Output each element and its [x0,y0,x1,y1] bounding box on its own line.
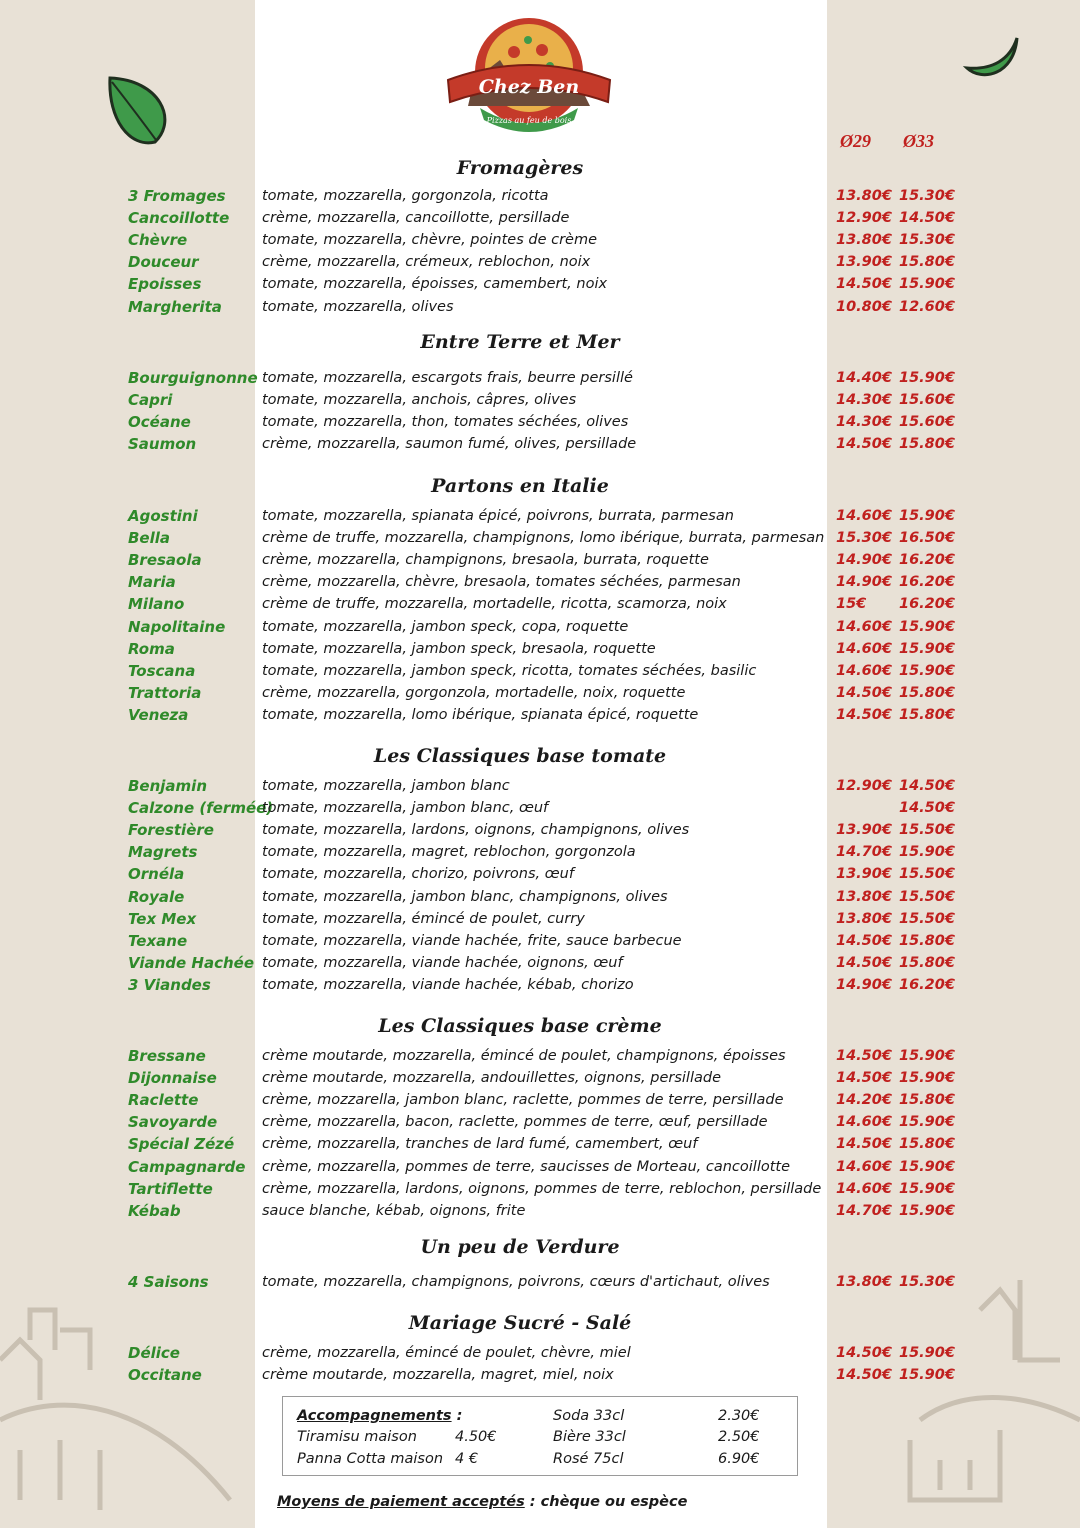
menu-item-ingredients: tomate, mozzarella, jambon blanc, œuf [262,800,549,817]
menu-item-ingredients: crème, mozzarella, crémeux, reblochon, noix [262,254,591,271]
menu-item-price-large: 15.90€ [899,1367,955,1384]
menu-item-name: Chèvre [128,231,188,250]
menu-item-price-large: 15.90€ [899,1345,955,1361]
menu-item-name: Bourguignonne [128,369,258,387]
menu-item-price-large: 15.90€ [899,370,955,386]
menu-item-price-large: 14.50€ [899,210,955,227]
menu-item-name: Savoyarde [128,1113,218,1132]
menu-item-price-small: 14.50€ [836,1345,892,1361]
menu-item-price-small: 14.30€ [836,392,892,409]
menu-item [0,775,1080,797]
menu-item-price-large: 15.80€ [899,254,955,271]
menu-item-ingredients: crème, mozzarella, gorgonzola, mortadelle, noix, roquette [262,684,686,701]
menu-item-price-large: 15.90€ [899,1070,955,1087]
menu-item-name: Maria [128,573,176,592]
menu-item-ingredients: tomate, mozzarella, jambon blanc, champignons, olives [262,888,668,905]
menu-item-price-small: 14.60€ [836,1158,892,1175]
menu-item-ingredients: tomate, mozzarella, chorizo, poivrons, œuf [262,866,574,883]
menu-item [0,1156,1080,1178]
menu-item-price-small: 14.50€ [836,954,892,971]
menu-item-price-small: 13.80€ [836,1274,892,1290]
menu-item-ingredients: crème, mozzarella, champignons, bresaola, burrata, roquette [262,552,709,569]
menu-item-price-large: 15.90€ [899,276,955,293]
menu-item [0,908,1080,930]
menu-item-price-large: 15.90€ [899,1114,955,1131]
menu-item-ingredients: crème, mozzarella, pommes de terre, saucisses de Morteau, cancoillotte [262,1158,791,1175]
menu-item-price-large: 15.80€ [899,436,955,453]
menu-item-price-large: 16.50€ [899,530,955,547]
menu-item-price-small: 13.90€ [836,822,892,839]
menu-item-price-large: 15.80€ [899,706,955,723]
menu-item-ingredients: tomate, mozzarella, champignons, poivrons, cœurs d'artichaut, olives [262,1274,770,1290]
menu-item-price-small: 14.70€ [836,844,892,861]
menu-item-ingredients: tomate, mozzarella, jambon blanc [262,778,510,794]
menu-item-ingredients: crème, mozzarella, jambon blanc, raclette, pommes de terre, persillade [262,1092,784,1109]
menu-item-name: Bressane [128,1047,206,1065]
menu-item-ingredients: tomate, mozzarella, lomo ibérique, spianata épicé, roquette [262,706,699,723]
menu-item-price-small: 14.50€ [836,436,892,453]
section-title: Mariage Sucré - Salé [408,1312,632,1334]
dessert-price: 4 € [455,1451,479,1467]
section-title: Partons en Italie [431,475,609,497]
menu-item-price-large: 15.50€ [899,910,955,927]
menu-item-ingredients: tomate, mozzarella, viande hachée, kébab, chorizo [262,976,634,993]
menu-item-name: Cancoillotte [128,209,230,228]
menu-item-price-small: 10.80€ [836,298,892,315]
menu-item-price-small: 15.30€ [836,530,892,547]
menu-item-price-large: 15.30€ [899,1274,955,1290]
payment-label: Moyens de paiement acceptés [277,1494,525,1510]
extras-box [282,1396,798,1476]
menu-item-price-small: 14.60€ [836,1114,892,1131]
menu-item [0,863,1080,885]
menu-item [0,296,1080,318]
menu-item-price-large: 12.60€ [899,298,955,315]
menu-item-ingredients: tomate, mozzarella, viande hachée, oignons, œuf [262,954,623,971]
section-title: Les Classiques base tomate [373,745,667,767]
menu-item-name: Campagnarde [128,1157,246,1176]
menu-item-ingredients: crème moutarde, mozzarella, magret, miel, noix [262,1367,614,1384]
menu-item [0,1342,1080,1364]
extras-title-colon: : [456,1408,463,1424]
menu-item-ingredients: crème, mozzarella, tranches de lard fumé, camembert, œuf [262,1136,698,1153]
menu-item-ingredients: tomate, mozzarella, escargots frais, beurre persillé [262,370,633,386]
menu-item-price-small: 14.50€ [836,1136,892,1153]
menu-item-price-large: 16.20€ [899,574,955,591]
menu-item [0,273,1080,295]
menu-item-ingredients: crème de truffe, mozzarella, mortadelle, ricotta, scamorza, noix [262,596,727,613]
size-header-small: Ø29 [840,131,871,151]
menu-item-ingredients: tomate, mozzarella, jambon speck, bresaola, roquette [262,640,656,657]
menu-item [0,1045,1080,1067]
menu-item-price-large: 15.80€ [899,1136,955,1153]
payment-info [277,1494,687,1510]
menu-item [0,1089,1080,1111]
menu-item-name: Dijonnaise [128,1069,217,1088]
menu-item-ingredients: crème, mozzarella, bacon, raclette, pommes de terre, œuf, persillade [262,1114,768,1131]
menu-item-price-large: 15.90€ [899,1202,955,1219]
menu-item-price-small: 14.50€ [836,706,892,723]
menu-item [0,1067,1080,1089]
menu-item-price-small: 13.80€ [836,910,892,927]
menu-item-price-small: 14.70€ [836,1202,892,1219]
menu-item-name: Kébab [128,1201,181,1220]
menu-item-ingredients: tomate, mozzarella, jambon speck, ricotta, tomates séchées, basilic [262,662,757,679]
menu-item-name: Bella [128,529,171,548]
menu-item-price-large: 15.90€ [899,662,955,679]
menu-item-name: Royale [128,887,185,906]
menu-item-price-small: 14.60€ [836,640,892,657]
menu-item-price-small: 14.60€ [836,508,892,524]
menu-item-price-small: 14.60€ [836,662,892,679]
menu-item-name: Spécial Zézé [128,1135,235,1154]
menu-item-price-large: 15.80€ [899,954,955,971]
menu-item [0,704,1080,726]
menu-item-price-large: 15.30€ [899,232,955,249]
menu-item-name: Roma [128,639,175,658]
section-title: Un peu de Verdure [420,1236,620,1258]
menu-item-price-large: 15.90€ [899,1158,955,1175]
logo-brand: Chez Ben [478,76,580,98]
menu-item-ingredients: tomate, mozzarella, spianata épicé, poivrons, burrata, parmesan [262,508,734,524]
menu-item-price-large: 15.50€ [899,866,955,883]
section-title: Fromagères [456,157,584,179]
menu-item-ingredients: crème moutarde, mozzarella, émincé de poulet, champignons, époisses [262,1048,786,1064]
menu-item-price-large: 15.90€ [899,1048,955,1064]
menu-item-price-small: 14.50€ [836,276,892,293]
menu-item-price-small: 13.80€ [836,888,892,905]
section-title: Les Classiques base crème [378,1015,662,1037]
menu-item-ingredients: tomate, mozzarella, gorgonzola, ricotta [262,188,549,204]
menu-item-ingredients: crème de truffe, mozzarella, champignons, lomo ibérique, burrata, parmesan [262,530,825,547]
menu-item-ingredients: tomate, mozzarella, anchois, câpres, olives [262,392,577,409]
menu-item-name: 4 Saisons [128,1273,209,1291]
drink-price: 6.90€ [718,1451,760,1467]
menu-item-name: Ornéla [128,865,185,884]
menu-item-name: Délice [128,1344,180,1362]
menu-item-price-small: 14.60€ [836,1180,892,1197]
menu-item [0,571,1080,593]
menu-item-name: Toscana [128,661,196,680]
menu-item-ingredients: tomate, mozzarella, magret, reblochon, gorgonzola [262,844,636,861]
menu-item-name: Occitane [128,1366,202,1385]
menu-item [0,1111,1080,1133]
menu-item [0,886,1080,908]
menu-item-price-large: 15.90€ [899,844,955,861]
menu-item-name: Viande Hachée [128,953,255,972]
menu-item-name: Forestière [128,821,214,840]
menu-item-ingredients: crème moutarde, mozzarella, andouillettes, oignons, persillade [262,1070,721,1087]
menu-item-price-large: 15.60€ [899,392,955,409]
menu-item [0,638,1080,660]
extras-title-wrap [297,1406,462,1426]
menu-item-price-small: 13.90€ [836,866,892,883]
dessert-name: Panna Cotta maison [297,1451,444,1467]
menu-item [0,367,1080,389]
menu-item-price-large: 15.30€ [899,188,955,204]
menu-item-price-large: 14.50€ [899,800,955,817]
menu-item-ingredients: crème, mozzarella, chèvre, bresaola, tomates séchées, parmesan [262,574,741,591]
menu-item-ingredients: tomate, mozzarella, époisses, camembert, noix [262,276,608,293]
extras-title: Accompagnements [297,1408,452,1424]
menu-item-price-small: 13.80€ [836,188,892,204]
menu-item-price-large: 15.90€ [899,508,955,524]
menu-item-price-small: 14.40€ [836,370,892,386]
menu-item-price-large: 15.90€ [899,1180,955,1197]
menu-item [0,1133,1080,1155]
menu-item [0,389,1080,411]
menu-item-price-large: 15.50€ [899,822,955,839]
menu-item-ingredients: tomate, mozzarella, viande hachée, frite, sauce barbecue [262,932,682,949]
menu-item-name: Raclette [128,1091,199,1110]
menu-item-name: Margherita [128,297,222,316]
drink-name: Rosé 75cl [553,1451,624,1467]
menu-item-price-small: 13.90€ [836,254,892,271]
menu-item-ingredients: tomate, mozzarella, olives [262,298,454,315]
menu-item [0,797,1080,819]
menu-item-price-large: 15.90€ [899,640,955,657]
menu-item-price-small: 14.30€ [836,414,892,431]
menu-item-ingredients: tomate, mozzarella, émincé de poulet, curry [262,910,585,927]
menu-item-name: Magrets [128,843,198,862]
menu-item [0,505,1080,527]
drink-name: Soda 33cl [553,1408,625,1424]
menu-item-name: Tartiflette [128,1179,213,1198]
menu-item-name: Bresaola [128,551,202,570]
menu-item-price-large: 15.80€ [899,932,955,949]
menu-item-price-small: 14.90€ [836,552,892,569]
menu-item [0,251,1080,273]
menu-item-name: Tex Mex [128,909,197,928]
menu-item-price-small: 14.50€ [836,1070,892,1087]
menu-item-name: Agostini [128,507,198,525]
menu-item-price-small: 14.50€ [836,932,892,949]
menu-item-price-large: 15.90€ [899,618,955,635]
menu-item-name: Veneza [128,705,189,724]
menu-item-price-small: 14.90€ [836,574,892,591]
menu-item [0,527,1080,549]
dessert-price: 4.50€ [455,1429,497,1445]
menu-item-ingredients: tomate, mozzarella, thon, tomates séchées, olives [262,414,629,431]
menu-item [0,660,1080,682]
menu-item-price-large: 15.80€ [899,684,955,701]
menu-item-name: Calzone (fermée) [128,799,274,818]
menu-item-price-large: 16.20€ [899,552,955,569]
menu-item-price-small: 14.90€ [836,976,892,993]
menu-item-ingredients: tomate, mozzarella, chèvre, pointes de crème [262,232,598,249]
menu-item-name: Texane [128,931,188,950]
menu-item-price-small: 13.80€ [836,232,892,249]
drink-price: 2.50€ [718,1429,760,1445]
menu-item [0,616,1080,638]
menu-item [0,185,1080,207]
menu-item-price-small: 14.50€ [836,1048,892,1064]
menu-item-price-small: 14.50€ [836,684,892,701]
menu-item-price-small: 14.60€ [836,618,892,635]
menu-item [0,411,1080,433]
menu-item [0,819,1080,841]
menu-item [0,1271,1080,1293]
menu-item-name: Milano [128,595,185,614]
menu-item-price-large: 15.50€ [899,888,955,905]
menu-item [0,1200,1080,1222]
menu-item-ingredients: crème, mozzarella, lardons, oignons, pommes de terre, reblochon, persillade [262,1180,822,1197]
menu-item-ingredients: crème, mozzarella, cancoillotte, persillade [262,210,570,227]
payment-value: : chèque ou espèce [524,1494,688,1510]
menu-item [0,229,1080,251]
menu-item-price-large: 16.20€ [899,976,955,993]
menu-item [0,841,1080,863]
menu-item [0,207,1080,229]
menu-item-name: 3 Fromages [128,187,226,205]
logo-tagline: Pizzas au feu de bois [486,116,572,125]
menu-item-ingredients: tomate, mozzarella, lardons, oignons, champignons, olives [262,822,690,839]
menu-item-price-large: 15.80€ [899,1092,955,1109]
menu-item [0,952,1080,974]
menu-item-name: Saumon [128,435,197,454]
menu-item-price-large: 16.20€ [899,596,955,613]
menu-item-name: Napolitaine [128,617,226,636]
drink-price: 2.30€ [718,1408,760,1424]
menu-item-name: 3 Viandes [128,975,211,994]
menu-item-price-small: 14.50€ [836,1367,892,1384]
menu-item-price-large: 14.50€ [899,778,955,794]
menu-item [0,974,1080,996]
menu-item [0,593,1080,615]
menu-item [0,433,1080,455]
menu-item [0,549,1080,571]
menu-item-ingredients: crème, mozzarella, saumon fumé, olives, persillade [262,436,637,453]
menu-item [0,682,1080,704]
menu-item [0,930,1080,952]
menu-item-name: Epoisses [128,275,202,294]
menu-item [0,1178,1080,1200]
menu-item-price-small: 14.20€ [836,1092,892,1109]
menu-item-name: Benjamin [128,777,207,795]
menu-item-price-small: 15€ [836,596,867,613]
menu-item-name: Océane [128,413,191,432]
section-title: Entre Terre et Mer [420,331,620,353]
menu-item-ingredients: crème, mozzarella, émincé de poulet, chèvre, miel [262,1345,631,1361]
menu-item [0,1364,1080,1386]
drink-name: Bière 33cl [553,1429,626,1445]
menu-item-ingredients: tomate, mozzarella, jambon speck, copa, roquette [262,618,629,635]
menu-item-name: Capri [128,391,173,410]
menu-item-price-small: 12.90€ [836,210,892,227]
size-header-large: Ø33 [903,131,934,151]
menu-item-name: Trattoria [128,683,202,702]
dessert-name: Tiramisu maison [297,1429,417,1445]
menu-item-ingredients: sauce blanche, kébab, oignons, frite [262,1202,526,1219]
menu-item-price-small: 12.90€ [836,778,892,794]
menu-item-price-large: 15.60€ [899,414,955,431]
menu-item-name: Douceur [128,253,199,272]
